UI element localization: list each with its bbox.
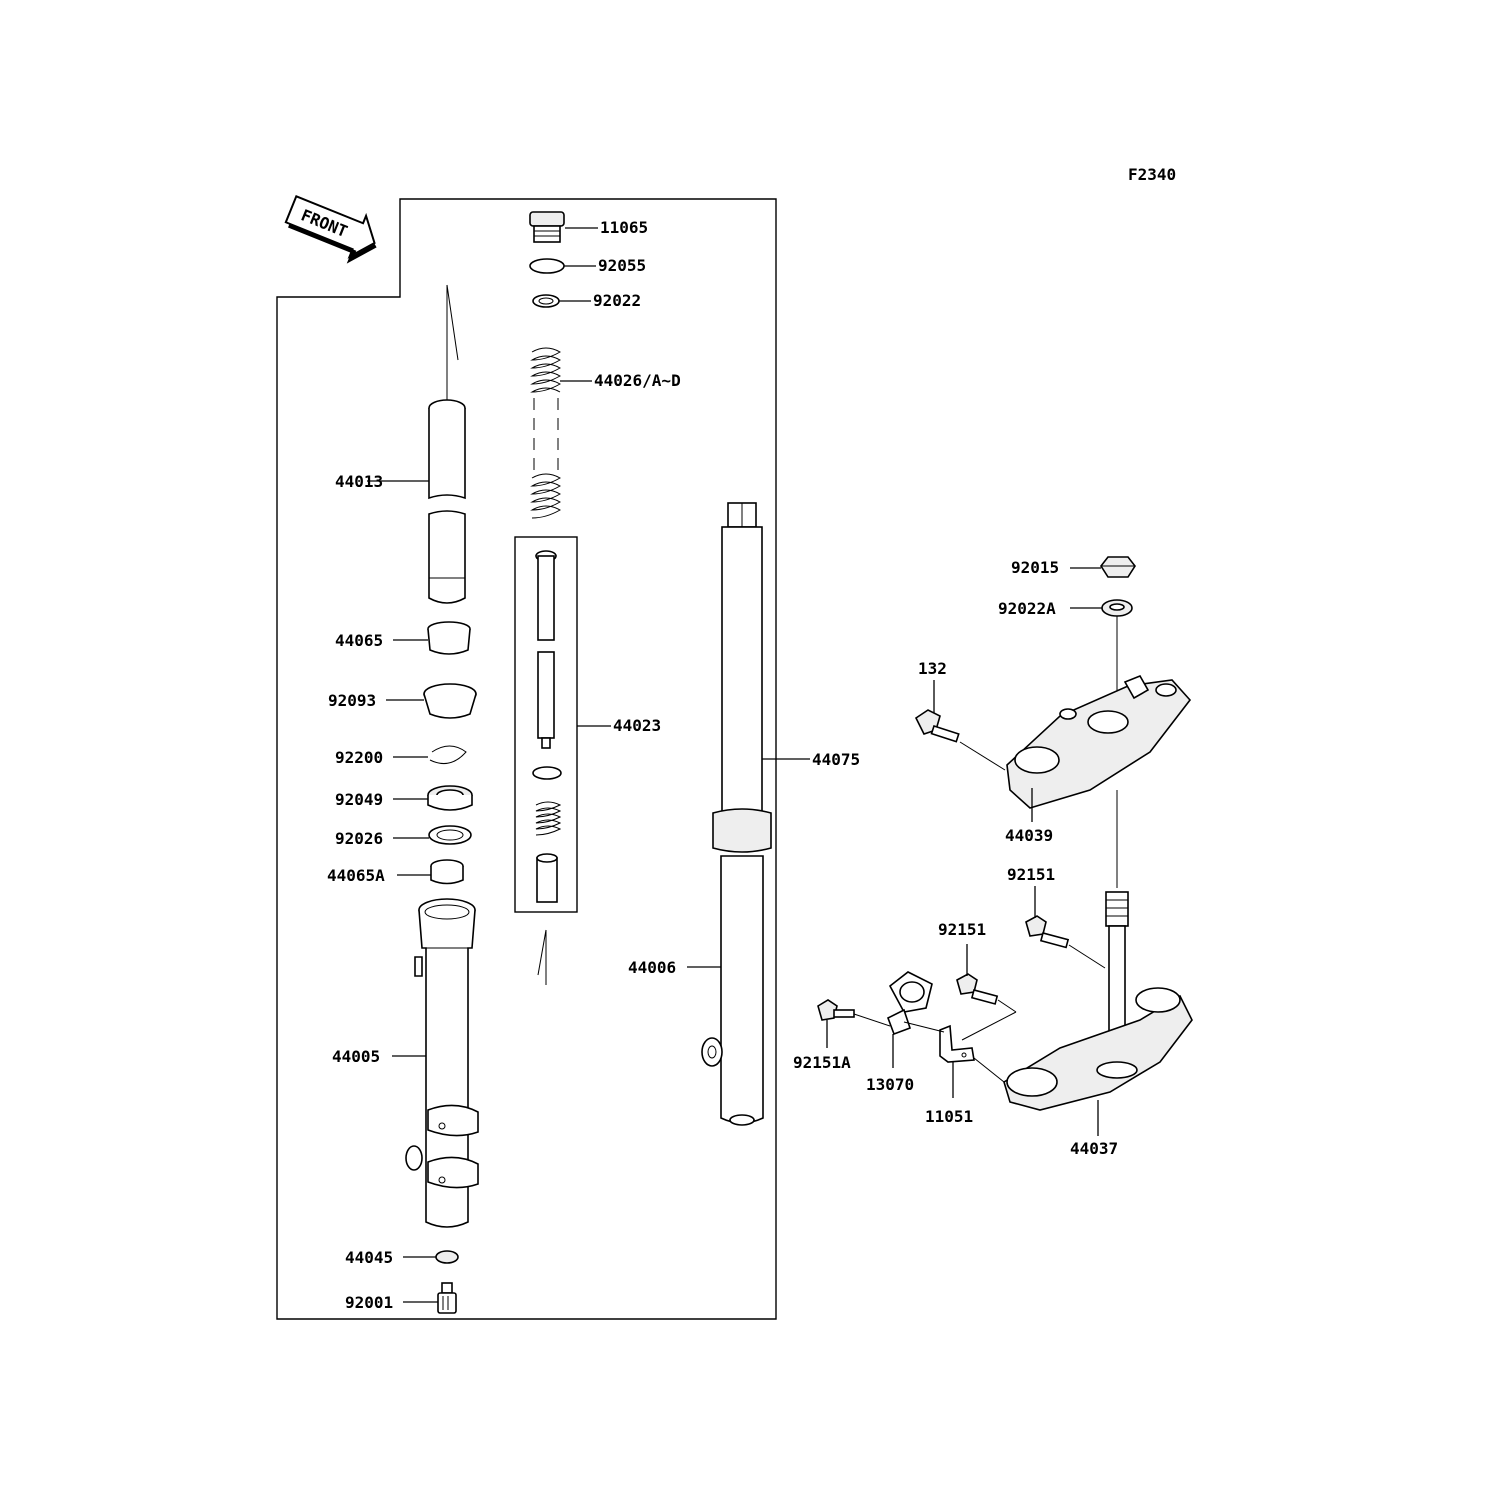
circlip <box>430 746 466 764</box>
label-92049: 92049 <box>335 790 384 809</box>
label-44045: 44045 <box>345 1248 394 1267</box>
fork-cap-bolt <box>530 212 564 242</box>
front-arrow-icon <box>282 189 385 266</box>
label-44005: 44005 <box>332 1047 381 1066</box>
label-44023: 44023 <box>613 716 662 735</box>
seal-washer <box>429 826 471 844</box>
dust-cover <box>424 684 476 718</box>
label-44013: 44013 <box>335 472 384 491</box>
label-44065A: 44065A <box>327 866 385 885</box>
upper-triple-clamp <box>1007 676 1190 808</box>
inner-fork-tube <box>429 400 465 603</box>
label-92015: 92015 <box>1011 558 1060 577</box>
label-11051: 11051 <box>925 1107 974 1126</box>
label-44026: 44026/A~D <box>594 371 681 390</box>
label-92022: 92022 <box>593 291 642 310</box>
label-44065: 44065 <box>335 631 384 650</box>
label-92022A: 92022A <box>998 599 1056 618</box>
stem-nut <box>1101 557 1135 577</box>
label-44075: 44075 <box>812 750 861 769</box>
label-44039: 44039 <box>1005 826 1054 845</box>
pinch-bolt-upper <box>1026 916 1068 947</box>
o-ring <box>530 259 564 273</box>
socket-bolt <box>438 1283 456 1313</box>
label-92151-upper: 92151 <box>1007 865 1056 884</box>
label-44006: 44006 <box>628 958 677 977</box>
pinch-bolt-mid <box>957 974 997 1004</box>
bracket-bolt <box>818 1000 854 1020</box>
label-92151A: 92151A <box>793 1053 851 1072</box>
fork-spring <box>532 348 560 518</box>
label-11065: 11065 <box>600 218 649 237</box>
drain-washer <box>436 1251 458 1263</box>
outer-fork-tube <box>406 899 478 1227</box>
oil-seal <box>428 786 472 810</box>
label-13070: 13070 <box>866 1075 915 1094</box>
label-92026: 92026 <box>335 829 384 848</box>
label-92200: 92200 <box>335 748 384 767</box>
label-92055: 92055 <box>598 256 647 275</box>
cable-holder <box>888 972 932 1034</box>
guide-bushing <box>431 860 463 884</box>
figure-code: F2340 <box>1128 165 1177 184</box>
damper-rod <box>533 551 561 902</box>
label-92093: 92093 <box>328 691 377 710</box>
label-92151-mid: 92151 <box>938 920 987 939</box>
clamp-bolt <box>916 710 959 742</box>
washer <box>533 295 559 307</box>
complete-fork-leg <box>702 503 771 1125</box>
label-132: 132 <box>918 659 947 678</box>
stem-washer <box>1102 600 1132 616</box>
label-44037: 44037 <box>1070 1139 1119 1158</box>
label-92001: 92001 <box>345 1293 394 1312</box>
mounting-bracket <box>940 1026 974 1062</box>
front-arrow-label: FRONT <box>298 205 351 242</box>
fork-bushing <box>428 622 470 654</box>
